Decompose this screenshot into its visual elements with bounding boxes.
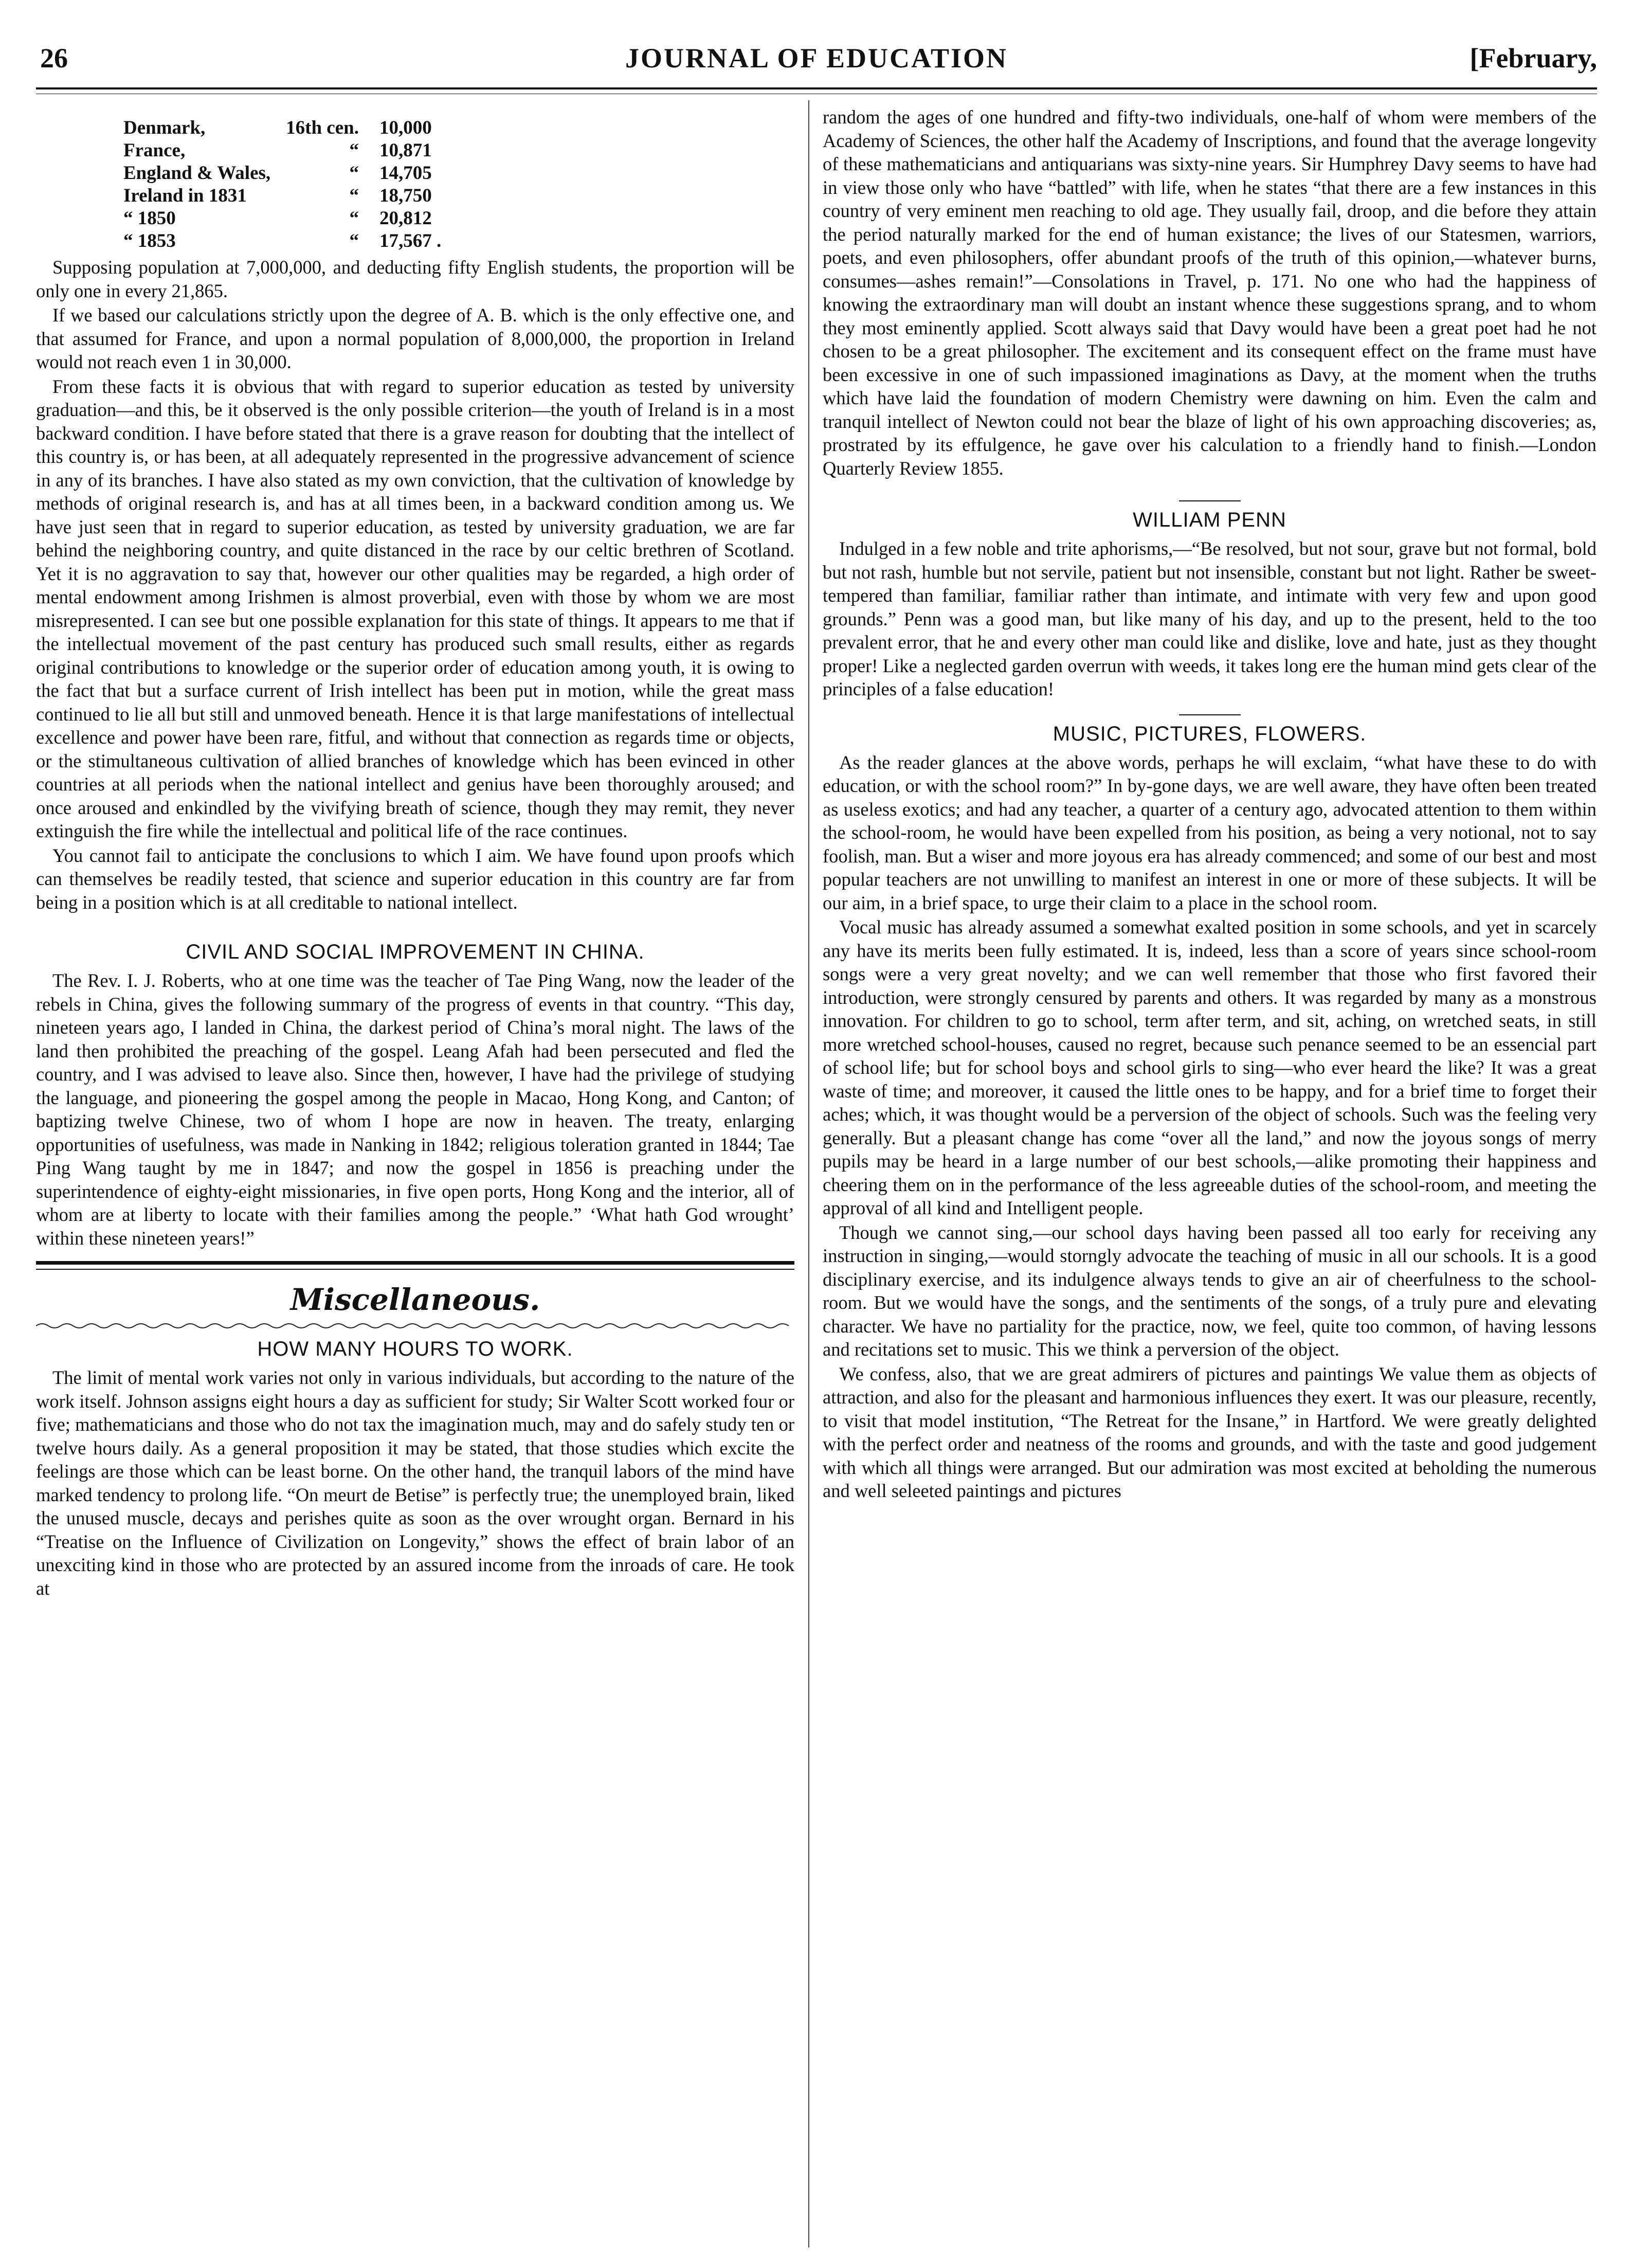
stat-value: 10,000 bbox=[379, 117, 432, 138]
stat-period: “ bbox=[349, 163, 359, 184]
section-heading-hours: HOW MANY HOURS TO WORK. bbox=[257, 1338, 573, 1360]
paragraph: As the reader glances at the above words, perhaps he will exclaim, “what have these to do with education, or with the school room?” In by-gone days, we are well aware, they have often been treated as useless exotics; and had any teacher, a quarter of a century ago, advocated attention to them within the school-room, he would have been expelled from his position, as being a very notional, not to say foolish, man. But a wiser and more joyous era has already commenced; and some of our best and most popular teachers are not unwilling to manifest an interest in one or more of these subjects. It will be our aim, in a brief space, to urge their claim to a place in the school room. bbox=[823, 751, 1596, 913]
paragraph: We confess, also, that we are great admirers of pictures and paintings We value them as objects of attraction, and also for the pleasant and harmonious influences they exert. It was our pleasure, recently, to visit that model institution, “The Retreat for the Insane,” in Hartford. We were greatly delighted with the perfect order and neatness of the rooms and grounds, and with the taste and good judgement with which all things were arranged. But our admiration was most excited at beholding the numerous and well seleeted paintings and pictures bbox=[823, 1363, 1596, 1501]
running-header bbox=[36, 42, 1597, 83]
table-row bbox=[123, 207, 457, 230]
paragraph: Indulged in a few noble and trite aphorisms,—“Be resolved, but not sour, grave but not formal, bold but not rash, humble but not servile, patient but not insensible, constant but not light. Rather be sweet-tempered than familiar, familiar rather than intimate, and intimate with very few and upon good grounds.” Penn was a good man, but like many of his day, and up to the present, held to the too prevalent error, that he and every other man could like and dislike, love and hate, just as they thought proper! Like a neglected garden overrun with weeds, it takes long ere the human mind gets clear of the principles of a false education! bbox=[823, 538, 1596, 699]
stat-value: 18,750 bbox=[379, 185, 432, 206]
stat-period: 16th cen. bbox=[286, 117, 359, 138]
right-column bbox=[823, 105, 1596, 1504]
stat-country: England & Wales, bbox=[123, 163, 271, 184]
table-row bbox=[123, 185, 457, 207]
journal-title: JOURNAL OF EDUCATION bbox=[625, 43, 1008, 74]
paragraph: You cannot fail to anticipate the conclusions to which I aim. We have found upon proofs which can themselves be readily tested, that science and superior education in this country are far from being in a position which is at all creditable to national intellect. bbox=[36, 844, 794, 913]
paragraph: Though we cannot sing,—our school days having been passed all too early for receiving any instruction in singing,—would storngly advocate the teaching of music in all our schools. It is a good disciplinary exercise, and its indulgence always tends to give an air of cheerfulness to the school-room. But we would have the songs, and the sentiments of the songs, of a truly pure and elevating character. We have no partiality for the practice, now, we feel, quite too common, of having lessons and recitations set to music. This we think a perversion of the object. bbox=[823, 1221, 1596, 1360]
issue-month: [February, bbox=[1469, 43, 1597, 74]
stat-value: 10,871 bbox=[379, 140, 432, 161]
section-separator bbox=[36, 1261, 794, 1265]
paragraph: random the ages of one hundred and fifty-two individuals, one-half of whom were members of the Academy of Sciences, the other half the Academy of Inscriptions, and found that the average longevity of these mathematicians and antiquarians was sixty-nine years. Sir Humphrey Davy seems to have had in view those only who have “battled” with life, when he states “that there are a few instances in this country of very eminent men reaching to old age. They usually fail, droop, and die before they attain the period naturally marked for the end of human existance; the lives of our Statesmen, warriors, poets, and even philosophers, offer abundant proofs of the truth of this opinion,—whatever burns, consumes—ashes remain!”—Consolations in Travel, p. 171. No one who had the happiness of knowing the extraordinary man will doubt an instant whence these suggestions sprang, and to whom they most eminently applied. Scott always said that Davy would have been a great poet had he not chosen to be a great philosopher. The excitement and its consequent effect on the frame must have been excessive in one of such impassioned imaginations as Davy, at the moment when the truths which have laid the foundation of modern Chemistry were dawning on him. Even the calm and tranquil intellect of Newton could not bear the blaze of light of his own approaching discoveries; as, prostrated by its effulgence, he gave over his calculation to a friendly hand to finish.—London Quarterly Review 1855. bbox=[823, 106, 1596, 479]
section-heading-penn: WILLIAM PENN bbox=[1133, 509, 1286, 531]
stat-country: Ireland in 1831 bbox=[123, 185, 247, 206]
stat-period: “ bbox=[349, 185, 359, 206]
stat-country: Denmark, bbox=[123, 117, 206, 138]
paragraph: From these facts it is obvious that with regard to superior education as tested by university graduation—and this, be it observed is the only possible criterion—the youth of Ireland is in a most backward condition. I have before stated that there is a grave reason for doubting that the intellect of this country is, or has been, at all adequately represented in the progressive advancement of science in any of its branches. I have also stated as my own conviction, that the cultivation of knowledge by methods of original research is, and has at all times been, in a backward condition among us. We have just seen that in regard to superior education, as tested by university graduation, we are far behind the neighboring country, and quite distanced in the race by our celtic brethren of Scotland. Yet it is no aggravation to say that, however our other qualities may be regarded, a high order of mental endowment among Irishmen is almost proverbial, even with those by whom we are most misrepresented. I can see but one possible explanation for this state of things. It appears to me that if the intellectual movement of the past century has produced such small results, either as regards original contributions to knowledge or the superior order of education among youth, it is owing to the fact that but a surface current of Irish intellect has been put in motion, while the great mass continued to lie all but still and unmoved beneath. Hence it is that large manifestations of intellectual excellence and power have been rare, fitful, and without that connection as regards time or objects, or the stimultaneous cultivation of allied branches of knowledge which has been evinced in other countries at all periods when the national intellect and genius have been thoroughly aroused; and once aroused and enkindled by the vivifying breath of science, though they may remit, they never extinguish the fire while the intellectual and political life of the race continues. bbox=[36, 375, 794, 841]
short-rule bbox=[1179, 500, 1241, 501]
stat-value: 20,812 bbox=[379, 208, 432, 229]
table-row bbox=[123, 162, 457, 185]
miscellaneous-heading: Miscellaneous. bbox=[290, 1282, 540, 1317]
paragraph: Supposing population at 7,000,000, and deducting fifty English students, the proportion will be only one in every 21,865. bbox=[36, 257, 794, 301]
stat-value: 14,705 bbox=[379, 163, 432, 184]
left-column bbox=[36, 105, 794, 1601]
stat-country: France, bbox=[123, 140, 186, 161]
column-divider bbox=[808, 100, 809, 2247]
paragraph: The Rev. I. J. Roberts, who at one time was the teacher of Tae Ping Wang, now the leader of the rebels in China, gives the following summary of the progress of events in that country. “This day, nineteen years ago, I landed in China, the darkest period of China’s moral night. The laws of the land then prohibited the preaching of the gospel. Leang Afah had been persecuted and fled the country, and I was advised to leave also. Since then, however, I have had the privilege of studying the language, and pioneering the gospel among the people in Macao, Hong Kong, and Canton; of baptizing twelve Chinese, two of whom I hope are now in heaven. The treaty, enlarging opportunities of usefulness, was made in Nanking in 1842; religious toleration granted in 1844; Tae Ping Wang taught by me in 1847; and now the gospel in 1856 is preaching under the superintendence of eighty-eight missionaries, in five open ports, Hong Kong and the interior, all of whom are at liberty to locate with their families among the people.” ‘What hath God wrought’ within these nineteen years!” bbox=[36, 970, 794, 1249]
paragraph: If we based our calculations strictly upon the degree of A. B. which is the only effective one, and that assumed for France, and upon a normal population of 8,000,000, the proportion in Ireland would not reach even 1 in 30,000. bbox=[36, 304, 794, 372]
page-number: 26 bbox=[40, 43, 68, 74]
table-row bbox=[123, 117, 457, 139]
table-row bbox=[123, 230, 457, 253]
section-heading-china: CIVIL AND SOCIAL IMPROVEMENT IN CHINA. bbox=[186, 941, 645, 963]
section-heading-music: MUSIC, PICTURES, FLOWERS. bbox=[1053, 722, 1367, 745]
stat-period: “ bbox=[349, 208, 359, 229]
table-row bbox=[123, 139, 457, 162]
stat-period: “ bbox=[349, 230, 359, 251]
short-rule bbox=[1179, 714, 1241, 715]
stat-value: 17,567 . bbox=[379, 230, 442, 251]
stat-country: “ 1853 bbox=[123, 230, 176, 251]
paragraph: The limit of mental work varies not only in various individuals, but according to the nature of the work itself. Johnson assigns eight hours a day as sufficient for study; Sir Walter Scott worked four or five; mathematicians and those who do not tax the imagination much, may and do safely study ten or twelve hours daily. As a general proposition it may be stated, that those studies which excite the feelings are those which can be least borne. On the other hand, the tranquil labors of the mind have marked tendency to prolong life. “On meurt de Betise” is perfectly true; the unemployed brain, liked the unused muscle, decays and perishes quite as soon as the over wrought organ. Bernard in his “Treatise on the Influence of Civilization on Longevity,” shows the effect of brain labor of an unexciting kind in those who are protected by an assured income from the inroads of care. He took at bbox=[36, 1367, 794, 1599]
stat-country: “ 1850 bbox=[123, 208, 176, 229]
stat-period: “ bbox=[349, 140, 359, 161]
paragraph: Vocal music has already assumed a somewhat exalted position in some schools, and yet in scarcely any have its merits been fully estimated. It is, indeed, less than a score of years since school-room songs were a very great novelty; and we can well remember that those who first favored their introduction, were strongly censured by parents and others. It was regarded by many as a monstrous innovation. For children to go to school, term after term, and sit, aching, on wretched seats, in still more wretched school-houses, caused no regret, because such penance seemed to be an essencial part of school life; but for school boys and school girls to sing—who ever heard the like? It was a great waste of time; and moreover, it caused the little ones to be happy, and for a brief time to forget their aches; which, it was thought would be a perversion of the object of schools. Such was the feeling very generally. But a pleasant change has come “over all the land,” and now the joyous songs of merry pupils may be heard in a large number of our best schools,—alike promoting their happiness and cheering them on in the performance of the less agreeable duties of the school-room, and meeting the approval of all kind and Intelligent people. bbox=[823, 916, 1596, 1218]
section-separator-thin bbox=[36, 1269, 794, 1270]
header-rule bbox=[36, 87, 1597, 89]
wavy-ornament-rule bbox=[36, 1321, 794, 1330]
statistics-table bbox=[123, 117, 457, 253]
